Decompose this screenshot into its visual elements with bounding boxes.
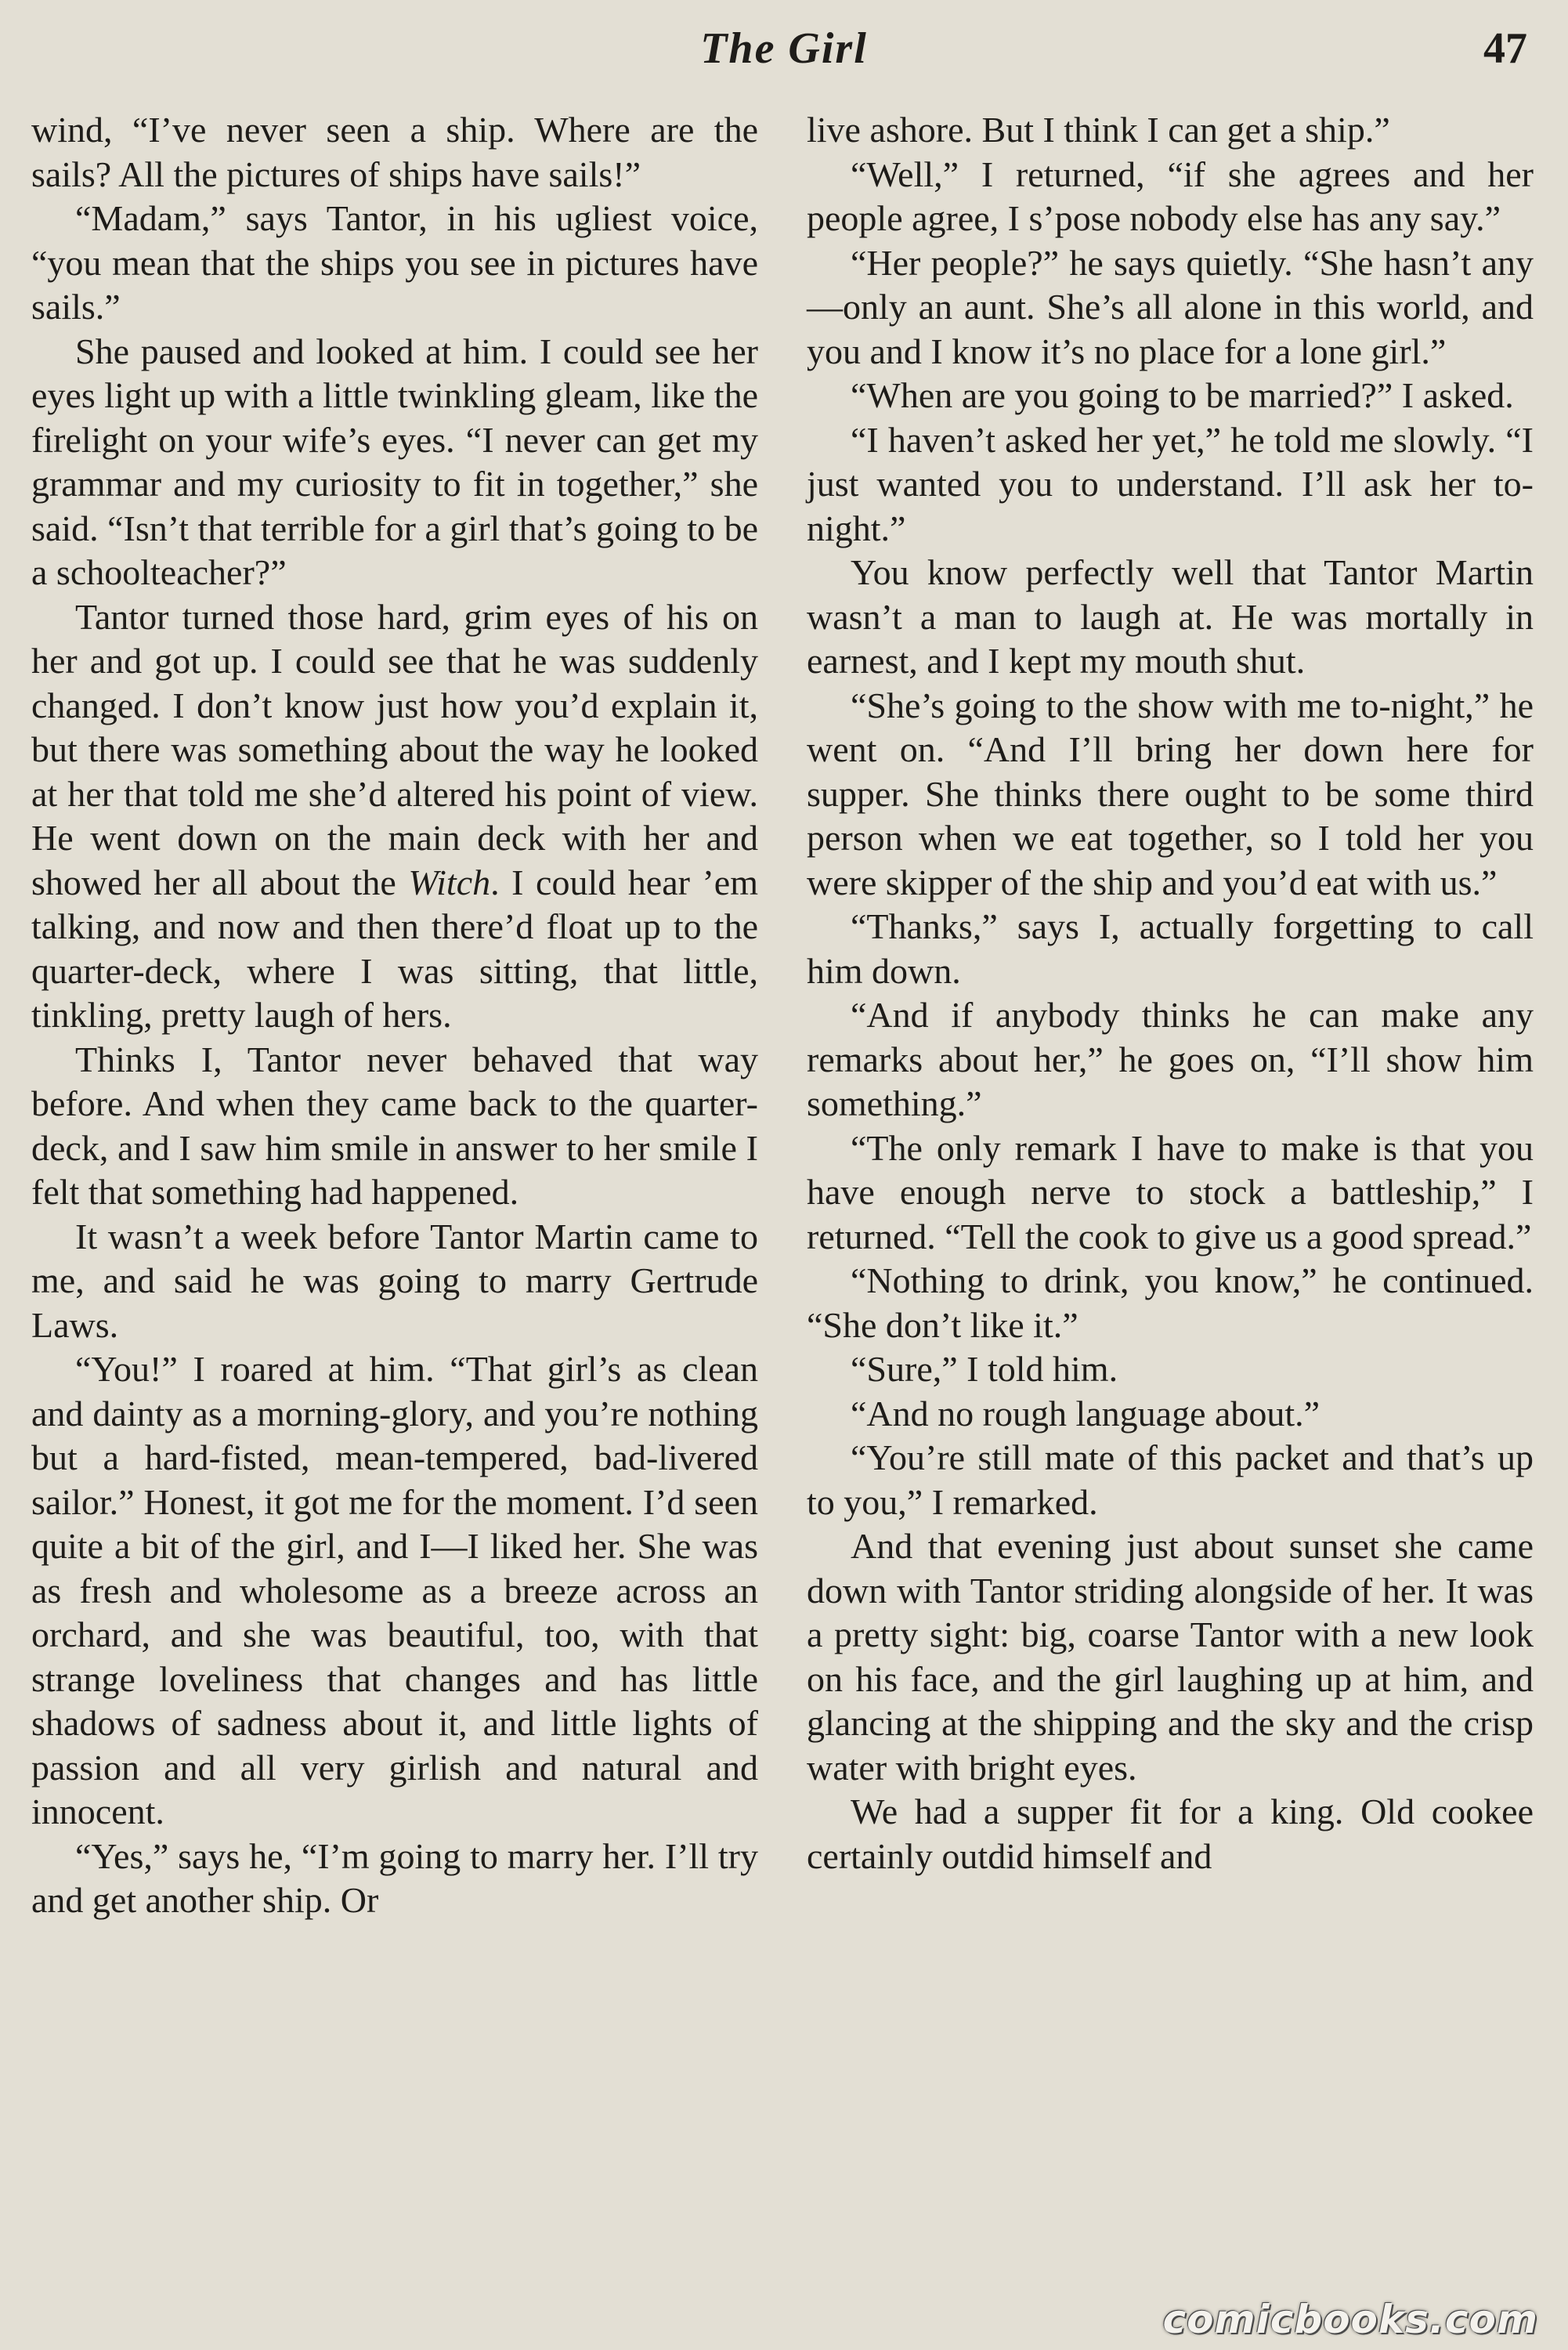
paragraph: “She’s going to the show with me to-night,” he went on. “And I’ll bring her down here for supper. She thinks there ought to be some third person when we eat together, so I told her you were skipper of the ship and you’d eat with us.” xyxy=(807,685,1534,902)
paragraph: “And if anybody thinks he can make any remarks about her,” he goes on, “I’ll show him something.” xyxy=(807,995,1534,1123)
paragraph: It wasn’t a week before Tantor Martin came to me, and said he was going to marry Gertrude Laws. xyxy=(31,1216,758,1345)
page-number: 47 xyxy=(1483,24,1527,73)
paragraph: And that evening just about sunset she came down with Tantor striding alongside of her. It was a pretty sight: big, coarse Tantor with a new look on his face, and the girl laughing up at him, and glancing at the shipping and the sky and the crisp water with bright eyes. xyxy=(807,1526,1534,1788)
paragraph: “Nothing to drink, you know,” he continued. “She don’t like it.” xyxy=(807,1260,1534,1345)
left-column xyxy=(31,108,758,1923)
running-title: The Girl xyxy=(700,24,868,73)
paragraph: “The only remark I have to make is that you have enough nerve to stock a battleship,” I returned. “Tell the cook to give us a good spread.” xyxy=(807,1127,1534,1256)
paragraph: “I haven’t asked her yet,” he told me slowly. “I just wanted you to understand. I’ll ask her to-night.” xyxy=(807,419,1534,548)
paragraph: wind, “I’ve never seen a ship. Where are the sails? All the pictures of ships have sails!” xyxy=(31,110,758,194)
paragraph: “Sure,” I told him. xyxy=(851,1349,1118,1389)
right-column xyxy=(807,108,1534,1878)
paragraph: “Madam,” says Tantor, in his ugliest voice, “you mean that the ships you see in pictures have sails.” xyxy=(31,198,758,327)
paragraph: “You!” I roared at him. “That girl’s as clean and dainty as a morning-glory, and you’re nothing but a hard-fisted, mean-tempered, bad-livered sailor.” Honest, it got me for the moment. I’d seen quite a bit of the girl, and I—I liked her. She was as fresh and wholesome as a breeze across an orchard, and she was beautiful, too, with that strange loveliness that changes and has little shadows of sadness about it, and little lights of passion and all very girlish and natural and innocent. xyxy=(31,1349,758,1831)
paragraph: You know perfectly well that Tantor Martin wasn’t a man to laugh at. He was mortally in earnest, and I kept my mouth shut. xyxy=(807,552,1534,681)
paragraph: Thinks I, Tantor never behaved that way before. And when they came back to the quarter-deck, and I saw him smile in answer to her smile I felt that something had happened. xyxy=(31,1039,758,1212)
paragraph: “Yes,” says he, “I’m going to marry her. I’ll try and get another ship. Or xyxy=(31,1835,758,1920)
paragraph: “And no rough language about.” xyxy=(851,1393,1321,1434)
paragraph: “You’re still mate of this packet and that’s up to you,” I remarked. xyxy=(807,1437,1534,1522)
paragraph: We had a supper fit for a king. Old cookee certainly outdid himself and xyxy=(807,1791,1534,1876)
paragraph: “Thanks,” says I, actually forgetting to call him down. xyxy=(807,906,1534,991)
paragraph: “Well,” I returned, “if she agrees and her people agree, I s’pose nobody else has any say.” xyxy=(807,154,1534,238)
paragraph: “When are you going to be married?” I asked. xyxy=(851,375,1514,415)
paragraph: live ashore. But I think I can get a ship.” xyxy=(807,110,1390,150)
paragraph: She paused and looked at him. I could see her eyes light up with a little twinkling gleam, like the firelight on your wife’s eyes. “I never can get my grammar and my curiosity to fit in together,” she said. “Isn’t that terrible for a girl that’s going to be a schoolteacher?” xyxy=(31,331,758,592)
paragraph: Tantor turned those hard, grim eyes of his on her and got up. I could see that he was suddenly changed. I don’t know just how you’d explain it, but there was something about the way he looked at her that told me she’d altered his point of view. He went down on the main deck with her and showed her all about the Witch. I could hear ’em talking, and now and then there’d float up to the quarter-deck, where I was sitting, that little, tinkling, pretty laugh of hers. xyxy=(31,596,758,1035)
watermark-logo: comicbooks.com xyxy=(1162,2297,1538,2342)
paragraph: “Her people?” he says quietly. “She hasn’t any—only an aunt. She’s all alone in this world, and you and I know it’s no place for a lone girl.” xyxy=(807,242,1534,371)
